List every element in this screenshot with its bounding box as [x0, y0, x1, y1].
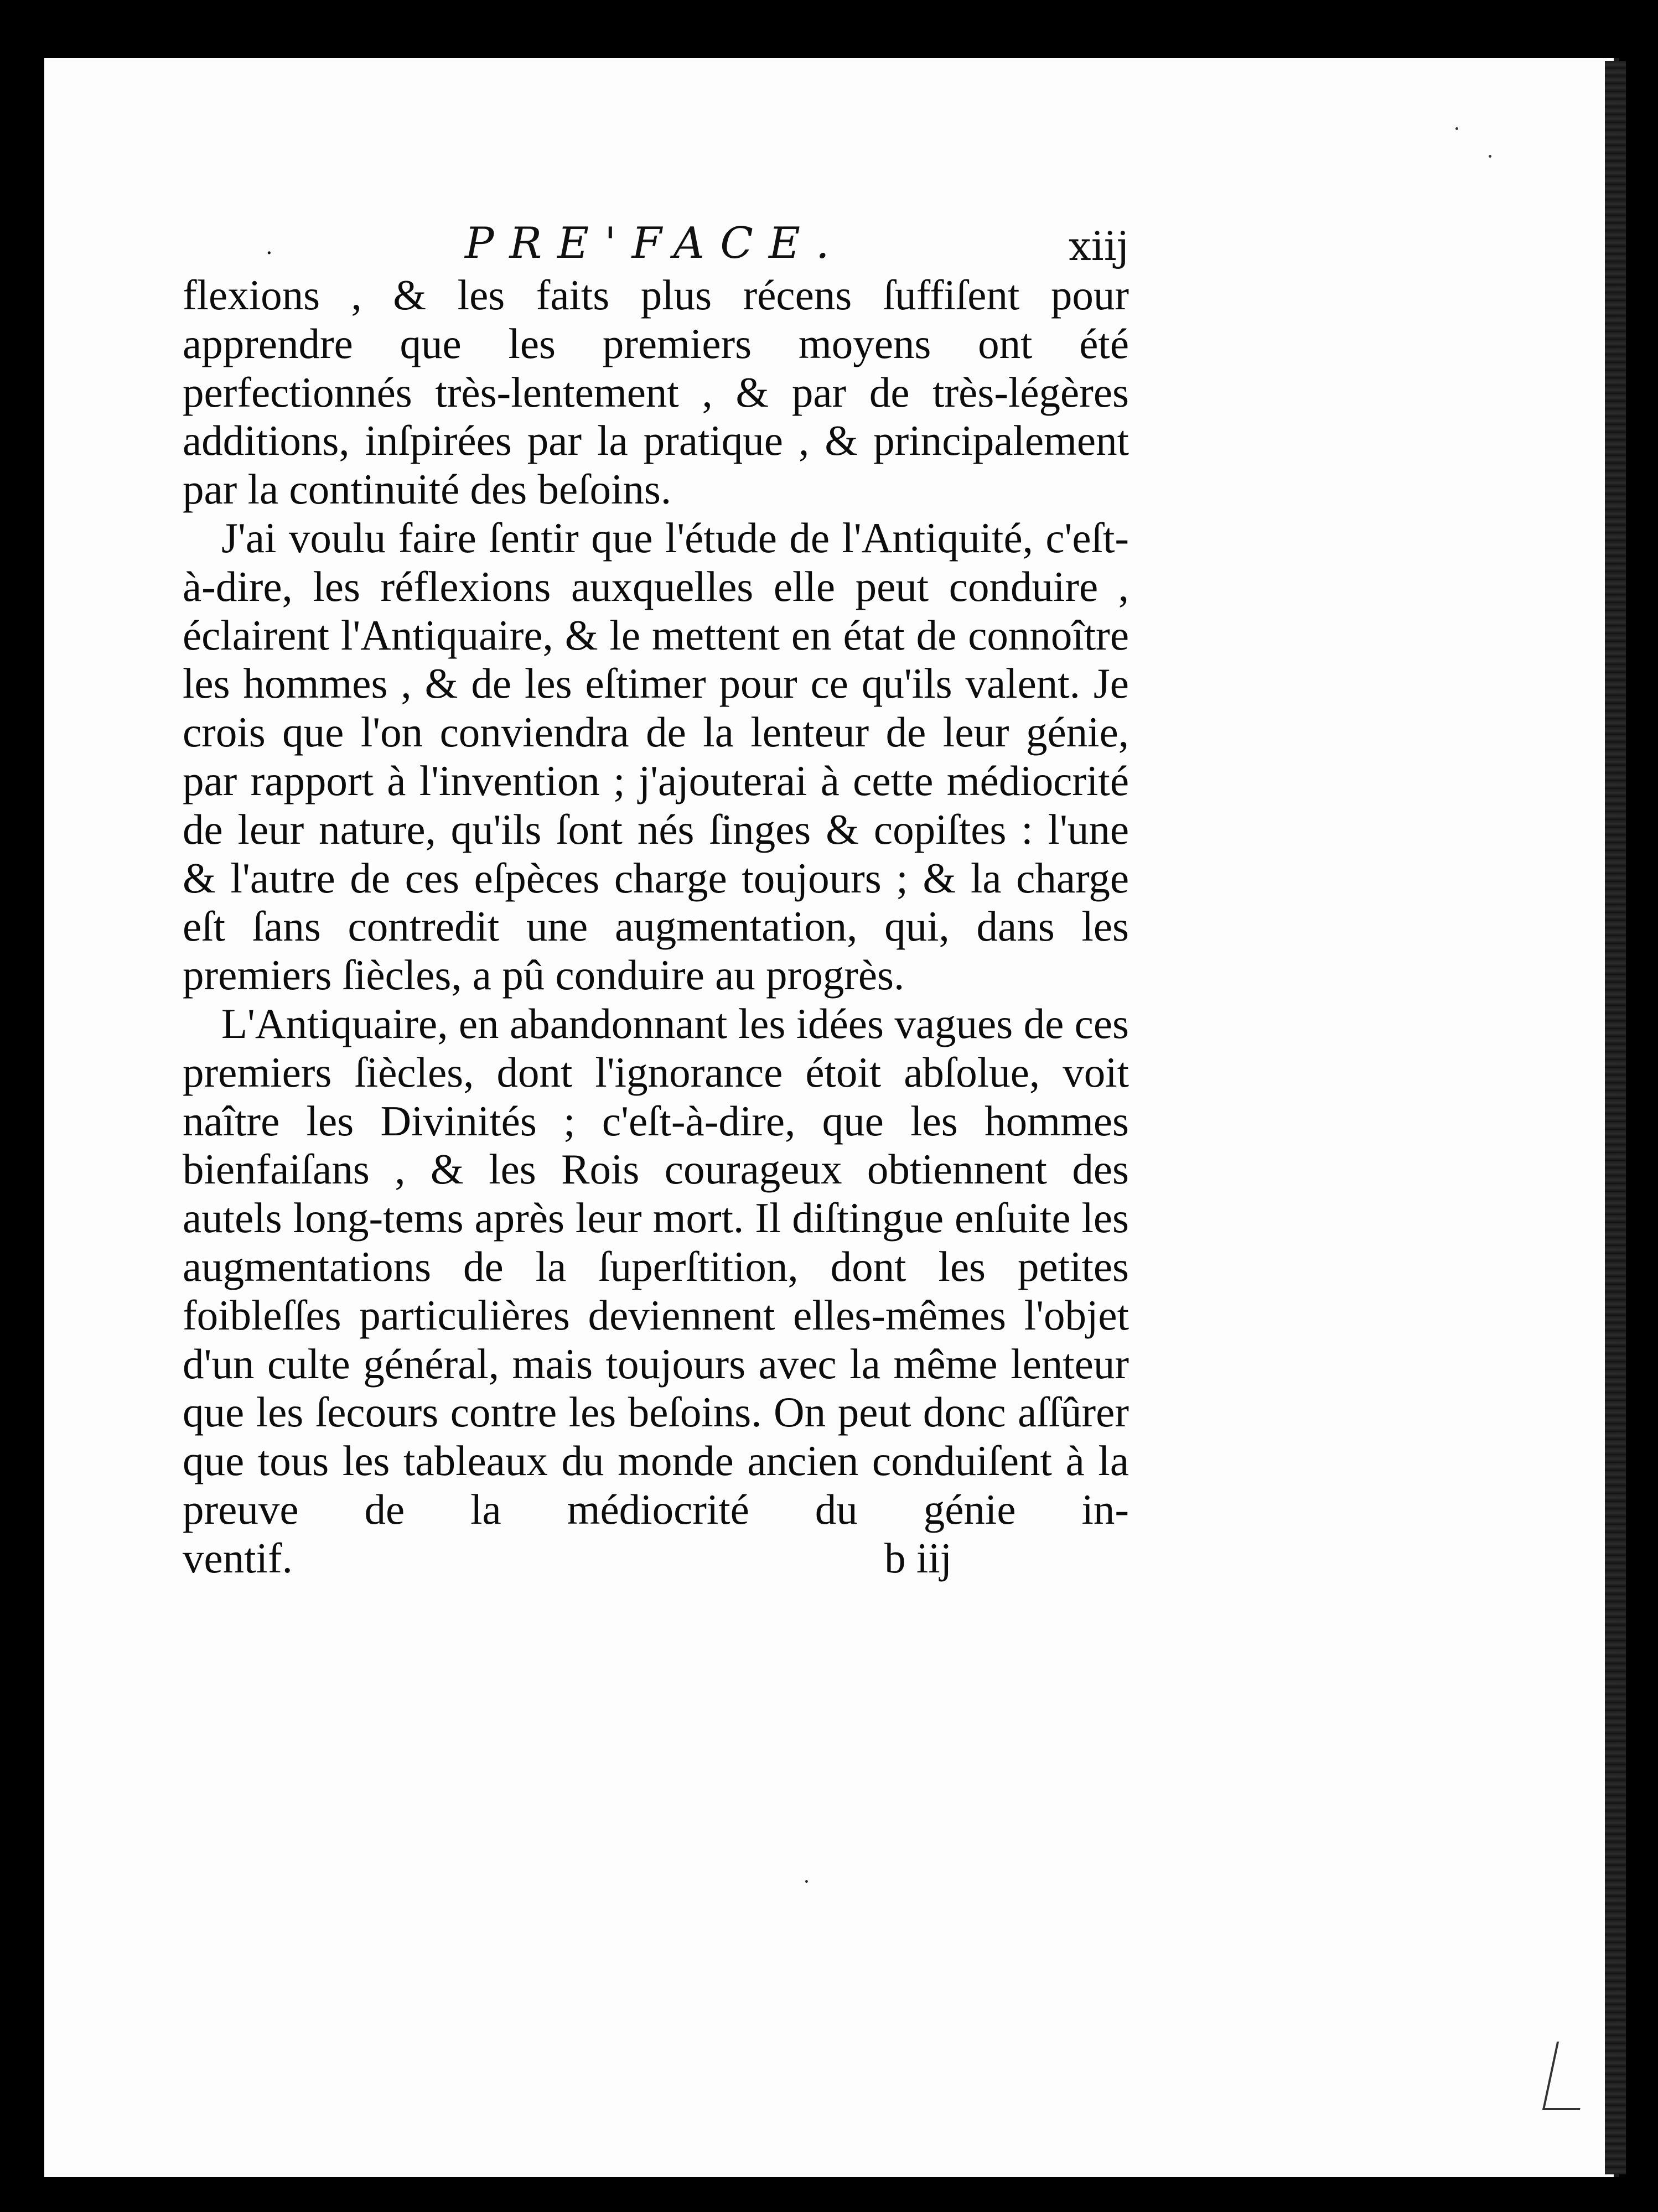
paragraph-continued: flexions , & les faits plus récens ſuffiſent pour apprendre que les premiers moyens ont été perfectionnés très-lentement , & par de très-légères additions, inſpirées par la pratique , & principalement par la continuité des beſoins. — [183, 271, 1129, 513]
speck — [805, 1880, 808, 1883]
decorative-dot: · — [266, 241, 273, 266]
speck — [1455, 127, 1458, 130]
signature-mark: b iij — [884, 1534, 952, 1582]
page-binding-edge — [1605, 61, 1626, 2174]
speck — [1489, 155, 1491, 158]
catchword: ventif. — [183, 1534, 293, 1582]
paragraph: L'Antiquaire, en abandonnant les idées vagues de ces premiers ſiècles, dont l'ignorance étoit abſolue, voit naître les Divinités ; c'eſt-à-dire, que les hommes bienfaiſans , & les Rois courageux obtiennent des autels long-tems après leur mort. Il diſtingue enſuite les augmentations de la ſuperſtition, dont les petites foibleſſes particulières deviennent elles-mêmes l'objet d'un culte général, mais toujours avec la même lenteur que les ſecours contre les beſoins. On peut donc aſſûrer que tous les tableaux du monde ancien conduiſent à la preuve de la médiocrité du génie in- — [183, 999, 1129, 1533]
body-text — [183, 271, 1129, 1583]
running-head — [183, 219, 1129, 279]
page-title: PRE'FACE. — [465, 219, 845, 268]
page-number: xiij — [1069, 223, 1129, 269]
paragraph: J'ai voulu faire ſentir que l'étude de l'Antiquité, c'eſt-à-dire, les réflexions auxquelles elle peut conduire , éclairent l'Antiquaire, & le mettent en état de connoître les hommes , & de les eſtimer pour ce qu'ils valent. Je crois que l'on conviendra de la lenteur de leur génie, par rapport à l'invention ; j'ajouterai à cette médiocrité de leur nature, qu'ils ſont nés ſinges & copiſtes : l'une & l'autre de ces eſpèces charge toujours ; & la charge eſt ſans contredit une augmentation, qui, dans les premiers ſiècles, a pû conduire au progrès. — [183, 513, 1129, 999]
signature-line — [183, 1534, 1129, 1583]
